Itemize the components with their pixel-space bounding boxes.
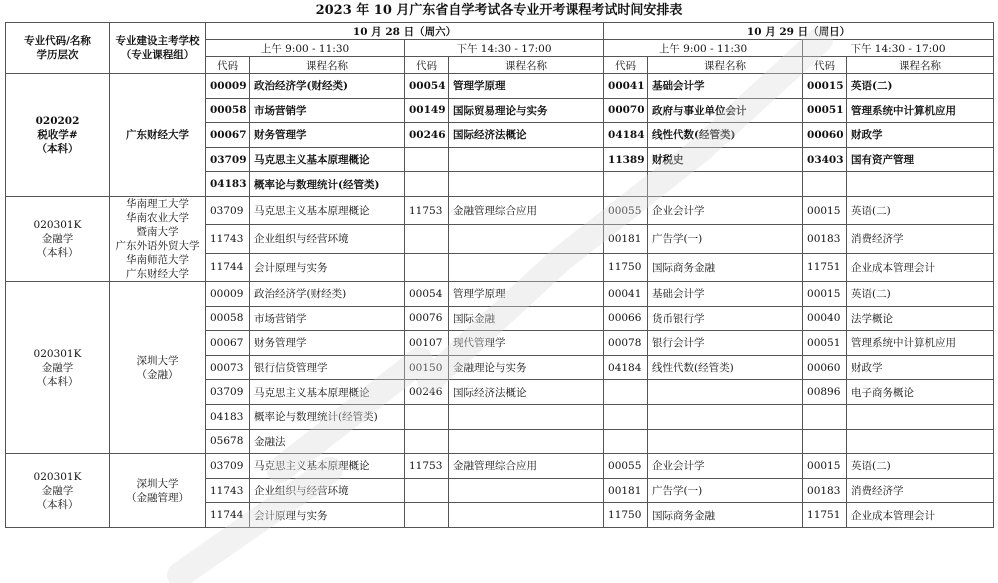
course-name: 财政学 xyxy=(847,355,994,380)
course-code xyxy=(405,147,449,172)
course-name: 马克思主义基本原理概论 xyxy=(250,196,405,224)
course-code: 00015 xyxy=(803,196,847,224)
table-row xyxy=(6,281,994,306)
course-name: 国有资产管理 xyxy=(847,147,994,172)
course-code: 00067 xyxy=(206,123,250,148)
course-name: 政治经济学(财经类) xyxy=(250,281,405,306)
course-name: 会计原理与实务 xyxy=(250,503,405,528)
header-code: 代码 xyxy=(604,57,648,74)
table-row xyxy=(6,454,994,479)
course-code: 00060 xyxy=(803,123,847,148)
course-name: 英语(二) xyxy=(847,281,994,306)
table-row xyxy=(6,74,994,99)
page-title: 2023 年 10 月广东省自学考试各专业开考课程考试时间安排表 xyxy=(315,3,683,18)
course-name xyxy=(847,429,994,454)
schedule-table xyxy=(5,22,994,528)
course-code: 00183 xyxy=(803,225,847,253)
course-code: 11751 xyxy=(803,503,847,528)
course-name: 马克思主义基本原理概论 xyxy=(250,147,405,172)
course-code xyxy=(803,172,847,197)
course-code: 11389 xyxy=(604,147,648,172)
course-name: 线性代数(经管类) xyxy=(648,123,803,148)
course-name: 会计原理与实务 xyxy=(250,253,405,281)
major-cell: 020301K 金融学 （本科） xyxy=(6,281,110,453)
course-code: 00067 xyxy=(206,331,250,356)
course-code: 00058 xyxy=(206,306,250,331)
course-name: 管理学原理 xyxy=(449,74,604,99)
course-name: 广告学(一) xyxy=(648,478,803,503)
course-code: 00150 xyxy=(405,355,449,380)
course-code: 00073 xyxy=(206,355,250,380)
course-code xyxy=(405,429,449,454)
header-name: 课程名称 xyxy=(250,57,405,74)
course-name: 法学概论 xyxy=(847,306,994,331)
course-name: 马克思主义基本原理概论 xyxy=(250,454,405,479)
header-school xyxy=(110,23,206,74)
course-code xyxy=(405,253,449,281)
course-code: 04183 xyxy=(206,172,250,197)
course-name: 英语(二) xyxy=(847,74,994,99)
course-name: 金融管理综合应用 xyxy=(449,196,604,224)
course-code: 00181 xyxy=(604,225,648,253)
course-code xyxy=(604,172,648,197)
course-code xyxy=(604,404,648,429)
course-code: 00058 xyxy=(206,98,250,123)
school-cell: 深圳大学 （金融管理） xyxy=(110,454,206,528)
course-name xyxy=(648,380,803,405)
course-name xyxy=(449,503,604,528)
course-code: 11751 xyxy=(803,253,847,281)
course-name: 国际金融 xyxy=(449,306,604,331)
course-code: 03709 xyxy=(206,196,250,224)
course-code xyxy=(405,172,449,197)
course-name: 财务管理学 xyxy=(250,123,405,148)
course-name xyxy=(847,172,994,197)
course-code: 00246 xyxy=(405,380,449,405)
course-code: 00054 xyxy=(405,281,449,306)
course-code: 00015 xyxy=(803,74,847,99)
course-code: 00015 xyxy=(803,454,847,479)
course-name: 银行信贷管理学 xyxy=(250,355,405,380)
course-name: 管理系统中计算机应用 xyxy=(847,331,994,356)
course-name: 企业会计学 xyxy=(648,454,803,479)
course-name: 金融法 xyxy=(250,429,405,454)
major-cell: 020301K 金融学 （本科） xyxy=(6,454,110,528)
course-code: 05678 xyxy=(206,429,250,454)
course-name: 马克思主义基本原理概论 xyxy=(250,380,405,405)
major-cell: 020301K 金融学 （本科） xyxy=(6,196,110,281)
course-code: 11744 xyxy=(206,503,250,528)
course-name: 线性代数(经管类) xyxy=(648,355,803,380)
header-day1: 10 月 28 日（周六） xyxy=(206,23,604,40)
course-name xyxy=(449,478,604,503)
header-name: 课程名称 xyxy=(449,57,604,74)
course-code: 03709 xyxy=(206,380,250,405)
course-name xyxy=(847,404,994,429)
course-code xyxy=(604,429,648,454)
course-name xyxy=(648,404,803,429)
course-code: 00009 xyxy=(206,74,250,99)
course-code: 00041 xyxy=(604,74,648,99)
course-code: 00076 xyxy=(405,306,449,331)
course-code: 04184 xyxy=(604,355,648,380)
course-name: 概率论与数理统计(经管类) xyxy=(250,172,405,197)
course-name: 英语(二) xyxy=(847,196,994,224)
course-name xyxy=(648,172,803,197)
header-major-text: 专业代码/名称 学历层次 xyxy=(24,35,91,61)
school-cell: 广东财经大学 xyxy=(110,74,206,197)
course-code: 00055 xyxy=(604,454,648,479)
course-name: 国际贸易理论与实务 xyxy=(449,98,604,123)
course-name xyxy=(648,429,803,454)
header-day2-am: 上午 9:00 - 11:30 xyxy=(604,40,803,57)
course-name: 国际经济法概论 xyxy=(449,123,604,148)
course-name: 企业成本管理会计 xyxy=(847,253,994,281)
course-name: 广告学(一) xyxy=(648,225,803,253)
header-day2-pm: 下午 14:30 - 17:00 xyxy=(803,40,994,57)
course-code: 00070 xyxy=(604,98,648,123)
header-major xyxy=(6,23,110,74)
course-name: 国际商务金融 xyxy=(648,503,803,528)
course-code: 00040 xyxy=(803,306,847,331)
header-name: 课程名称 xyxy=(648,57,803,74)
course-code: 00041 xyxy=(604,281,648,306)
course-code: 00055 xyxy=(604,196,648,224)
course-name xyxy=(449,429,604,454)
course-code: 11753 xyxy=(405,196,449,224)
course-code: 11743 xyxy=(206,225,250,253)
course-name: 企业成本管理会计 xyxy=(847,503,994,528)
course-code: 03403 xyxy=(803,147,847,172)
major-cell: 020202 税收学# （本科） xyxy=(6,74,110,197)
course-name: 现代管理学 xyxy=(449,331,604,356)
header-name: 课程名称 xyxy=(847,57,994,74)
schedule-body xyxy=(6,74,994,528)
course-code: 00246 xyxy=(405,123,449,148)
course-name: 企业组织与经营环境 xyxy=(250,225,405,253)
course-name: 企业组织与经营环境 xyxy=(250,478,405,503)
course-code: 11753 xyxy=(405,454,449,479)
course-name: 英语(二) xyxy=(847,454,994,479)
course-name: 消费经济学 xyxy=(847,225,994,253)
course-code: 00054 xyxy=(405,74,449,99)
header-day2: 10 月 29 日（周日） xyxy=(604,23,994,40)
course-code: 04184 xyxy=(604,123,648,148)
course-name: 国际经济法概论 xyxy=(449,380,604,405)
course-code xyxy=(604,380,648,405)
course-name: 银行会计学 xyxy=(648,331,803,356)
course-code: 00051 xyxy=(803,98,847,123)
course-name: 基础会计学 xyxy=(648,281,803,306)
course-name: 市场营销学 xyxy=(250,306,405,331)
course-name: 国际商务金融 xyxy=(648,253,803,281)
course-code xyxy=(803,429,847,454)
header-day1-am: 上午 9:00 - 11:30 xyxy=(206,40,405,57)
course-name: 概率论与数理统计(经管类) xyxy=(250,404,405,429)
school-cell: 深圳大学 （金融） xyxy=(110,281,206,453)
course-name: 政治经济学(财经类) xyxy=(250,74,405,99)
course-code xyxy=(405,503,449,528)
course-code: 00051 xyxy=(803,331,847,356)
course-name: 电子商务概论 xyxy=(847,380,994,405)
course-code: 00896 xyxy=(803,380,847,405)
course-code: 00183 xyxy=(803,478,847,503)
course-name xyxy=(449,147,604,172)
course-code: 11744 xyxy=(206,253,250,281)
course-code: 00078 xyxy=(604,331,648,356)
course-code: 03709 xyxy=(206,454,250,479)
course-name: 金融管理综合应用 xyxy=(449,454,604,479)
header-code: 代码 xyxy=(803,57,847,74)
course-code: 00015 xyxy=(803,281,847,306)
header-day1-pm: 下午 14:30 - 17:00 xyxy=(405,40,604,57)
header-code: 代码 xyxy=(206,57,250,74)
course-name: 管理学原理 xyxy=(449,281,604,306)
course-code: 00181 xyxy=(604,478,648,503)
course-code: 03709 xyxy=(206,147,250,172)
header-school-text: 专业建设主考学校 （专业课程组） xyxy=(115,35,200,61)
course-name: 金融理论与实务 xyxy=(449,355,604,380)
header-code: 代码 xyxy=(405,57,449,74)
course-name: 财政学 xyxy=(847,123,994,148)
course-name: 基础会计学 xyxy=(648,74,803,99)
course-name: 货币银行学 xyxy=(648,306,803,331)
course-name: 财务管理学 xyxy=(250,331,405,356)
course-code: 00009 xyxy=(206,281,250,306)
course-name: 企业会计学 xyxy=(648,196,803,224)
course-code xyxy=(405,404,449,429)
course-code: 00066 xyxy=(604,306,648,331)
course-code: 00149 xyxy=(405,98,449,123)
course-name: 管理系统中计算机应用 xyxy=(847,98,994,123)
course-name: 消费经济学 xyxy=(847,478,994,503)
course-name xyxy=(449,172,604,197)
course-code xyxy=(405,478,449,503)
course-name: 政府与事业单位会计 xyxy=(648,98,803,123)
course-code: 04183 xyxy=(206,404,250,429)
course-name: 财税史 xyxy=(648,147,803,172)
course-name xyxy=(449,404,604,429)
table-row xyxy=(6,196,994,224)
course-code: 00107 xyxy=(405,331,449,356)
school-cell: 华南理工大学 华南农业大学 暨南大学 广东外语外贸大学 华南师范大学 广东财经大学 xyxy=(110,196,206,281)
course-name xyxy=(449,225,604,253)
course-code: 00060 xyxy=(803,355,847,380)
course-name: 市场营销学 xyxy=(250,98,405,123)
course-name xyxy=(449,253,604,281)
course-code: 11743 xyxy=(206,478,250,503)
course-code xyxy=(405,225,449,253)
course-code: 11750 xyxy=(604,253,648,281)
course-code xyxy=(803,404,847,429)
course-code: 11750 xyxy=(604,503,648,528)
